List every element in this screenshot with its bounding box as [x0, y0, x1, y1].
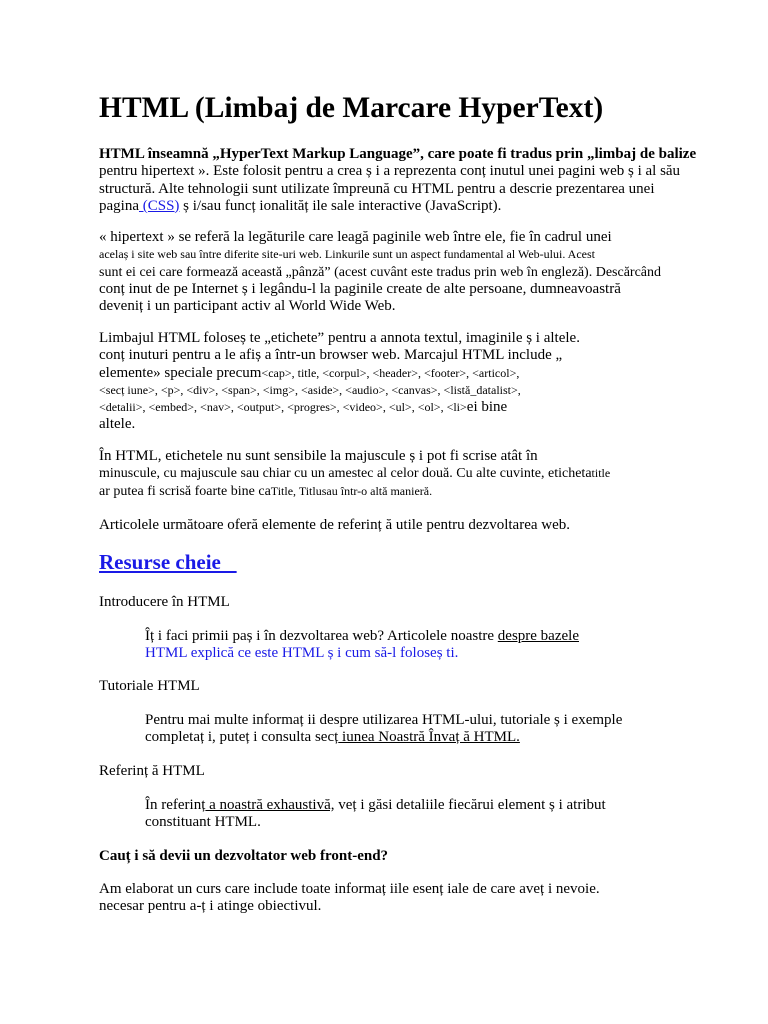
text-run: Title, Titlu [270, 483, 322, 498]
tags-line: Limbajul HTML foloseș te „etichete” pentru a annota textul, imaginile ș i altele. [99, 330, 580, 346]
section-title: Tutoriale HTML [99, 678, 200, 694]
articles-paragraph [99, 517, 570, 534]
frontend-line: necesar pentru a-ț i atinge obiectivul. [99, 898, 322, 915]
case-paragraph [99, 448, 610, 500]
tags-line: altele. [99, 416, 136, 433]
tags-paragraph [99, 330, 580, 434]
hypertext-paragraph [99, 229, 661, 315]
intro-line [99, 198, 696, 215]
text-run: pagina [99, 197, 139, 214]
tags-line [99, 365, 580, 382]
frontend-paragraph [99, 881, 600, 916]
frontend-line: Am elaborat un curs care include toate informaț iile esenț iale de care aveț i nevoie. [99, 881, 600, 897]
section-title: Referinț ă HTML [99, 763, 205, 779]
hypertext-line: conț inut de pe Internet ș i legându-l la paginile create de alte persoane, dumneavoastră [99, 280, 621, 297]
hypertext-line: deveniț i un participant activ al World Wide Web. [99, 298, 396, 315]
hypertext-line: « hipertext » se referă la legăturile care leagă paginile web între ele, fie în cadrul unei [99, 229, 612, 245]
intro-line: structură. Alte tehnologii sunt utilizate împreună cu HTML pentru a descrie prezentarea unei [99, 180, 655, 197]
text-run: ș i/sau funcț ionalităț ile sale interactive (JavaScript). [179, 197, 502, 214]
html-basics-link[interactable]: despre bazele [497, 628, 579, 644]
tags-line: conț inuturi pentru a le afiș a într-un browser web. Marcajul HTML include „ [99, 347, 563, 364]
html-reference-link[interactable]: a noastră exhaustivă, [205, 797, 335, 813]
tags-line: <secț iune>, <p>, <div>, <span>, <img>, <aside>, <audio>, <canvas>, <listă_datalist>, [99, 382, 521, 397]
css-link[interactable]: (CSS) [138, 197, 180, 214]
section-line [145, 729, 622, 746]
articles-line: Articolele următoare oferă elemente de referinț ă utile pentru dezvoltarea web. [99, 517, 570, 533]
text-run: veț i găsi detaliile fiecărui element ș i atribut [334, 797, 606, 813]
section-line [145, 797, 606, 814]
hypertext-line: acelaș i site web sau între diferite site-uri web. Linkurile sunt un aspect fundamental al Web-ului. Acest [99, 247, 595, 262]
text-run: ei bine [466, 399, 508, 416]
resources-heading-link[interactable]: Resurse cheie [99, 550, 237, 574]
learn-html-link[interactable]: iunea Noastră Învaț ă HTML. [338, 729, 520, 746]
intro-line: pentru hipertext ». Este folosit pentru a crea ș i a reprezenta conț inutul unei pagini web ș i al său [99, 163, 681, 180]
case-line: În HTML, etichetele nu sunt sensibile la majuscule ș i pot fi scrise atât în [99, 448, 538, 464]
section-line [145, 628, 579, 645]
text-run: Îț i faci primii paș i în dezvoltarea web? Articolele noastre [145, 628, 498, 644]
text-run: ar putea fi scrisă foarte bine ca [99, 483, 271, 499]
case-line [99, 483, 610, 500]
text-run: completaț i, puteț i consulta secț [145, 729, 339, 746]
text-run: title [591, 466, 611, 481]
text-run: <detalii>, <embed>, <nav>, <output>, <progres>, <video>, <ul>, <ol>, <li> [99, 400, 467, 415]
intro-line: HTML înseamnă „HyperText Markup Language”, care poate fi tradus prin „limbaj de balize [99, 146, 697, 162]
case-line [99, 465, 610, 482]
intro-paragraph [99, 146, 696, 215]
text-run: sau într-o altă manieră. [321, 483, 433, 498]
tags-line [99, 399, 580, 416]
text-run: <cap>, title, <corpul>, <header>, <footer>, <articol>, [261, 365, 520, 380]
frontend-question: Cauț i să devii un dezvoltator web front-end? [99, 848, 389, 864]
section-line: constituant HTML. [145, 814, 261, 831]
page-title: HTML (Limbaj de Marcare HyperText) [99, 92, 604, 124]
section-body [145, 797, 606, 832]
section-body [145, 712, 622, 747]
section-title: Introducere în HTML [99, 594, 230, 610]
text-run: elemente» speciale precum [99, 364, 262, 381]
hypertext-line: sunt ei cei care formează această „pânză” (acest cuvânt este tradus prin web în engleză). Descărcând [99, 264, 662, 280]
section-body [145, 628, 579, 663]
section-line: Pentru mai multe informaț ii despre utilizarea HTML-ului, tutoriale ș i exemple [145, 712, 623, 728]
text-run: În referinț [145, 797, 206, 813]
html-basics-link-continued[interactable]: HTML explică ce este HTML ș i cum să-l foloseș ti. [145, 645, 459, 662]
text-run: minuscule, cu majuscule sau chiar cu un amestec al celor două. Cu alte cuvinte, eticheta [99, 466, 592, 482]
